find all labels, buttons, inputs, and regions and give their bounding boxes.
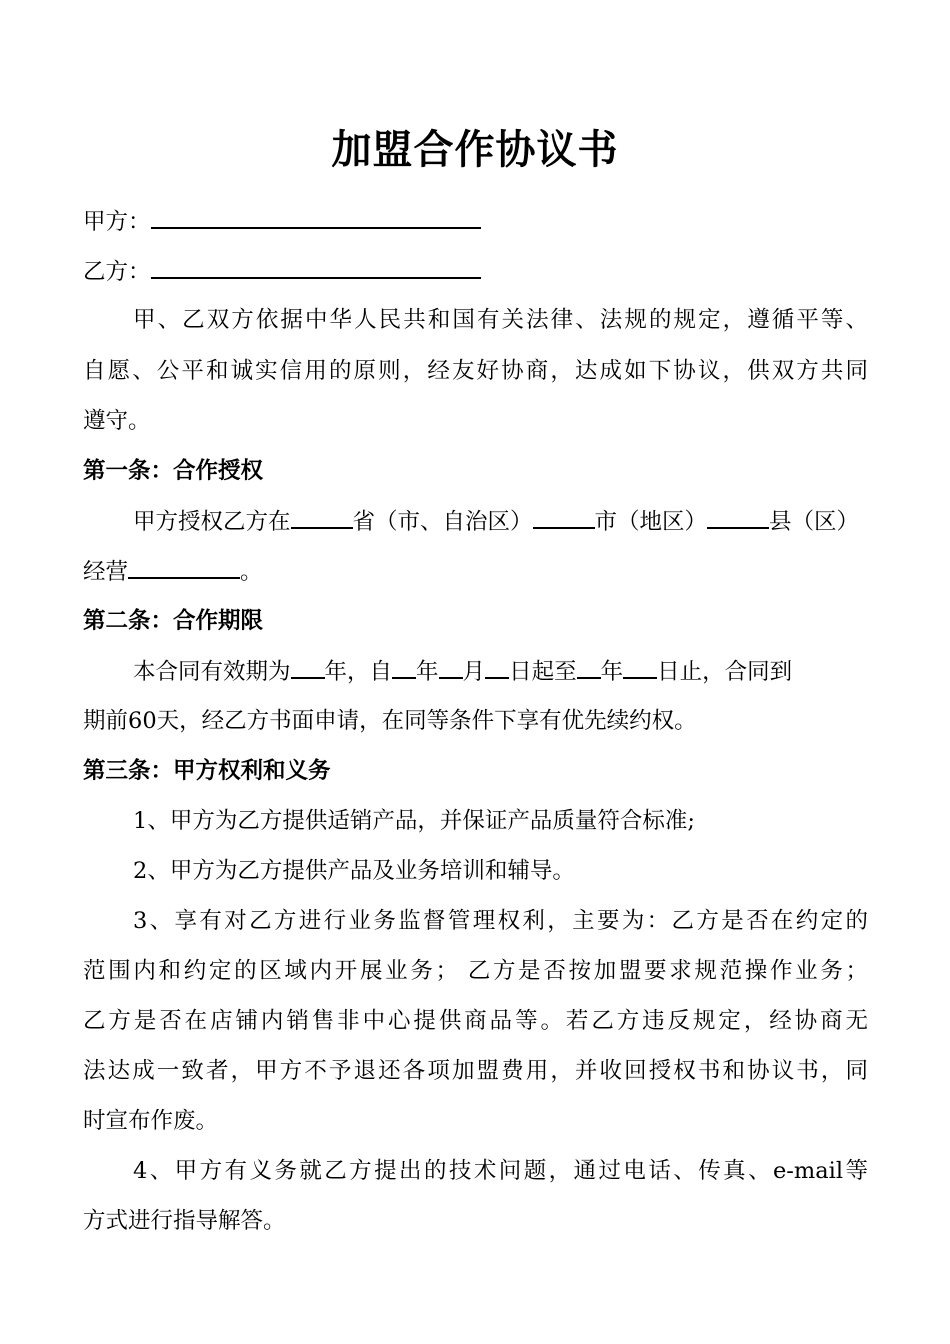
article-1-text: 省（市、自治区）	[352, 509, 533, 535]
article-1-heading: 第一条：合作授权	[83, 458, 264, 484]
article-3-item: 4、甲方有义务就乙方提出的技术问题，通过电话、传真、e-mail等	[133, 1158, 868, 1184]
article-2-heading: 第二条：合作期限	[83, 608, 264, 634]
article-3-item: 范围内和约定的区域内开展业务； 乙方是否按加盟要求规范操作业务；	[83, 958, 868, 984]
province-blank[interactable]	[291, 505, 353, 529]
article-3-item: 1、甲方为乙方提供适销产品，并保证产品质量符合标准;	[133, 808, 695, 834]
party-b-blank[interactable]	[151, 255, 481, 279]
article-1-text: 经营	[83, 559, 129, 585]
article-2-text: 月	[462, 659, 486, 685]
intro-line: 遵守。	[83, 408, 151, 434]
article-3-item: 法达成一致者，甲方不予退还各项加盟费用，并收回授权书和协议书，同	[83, 1058, 868, 1084]
article-2-text: 日起至	[509, 659, 577, 685]
article-3-item: 2、甲方为乙方提供产品及业务培训和辅导。	[133, 858, 575, 884]
term-years-blank[interactable]	[291, 655, 325, 679]
article-1-line	[83, 555, 868, 588]
party-a-blank[interactable]	[151, 205, 481, 229]
article-2-text: 本合同有效期为	[133, 659, 291, 685]
article-1-text: 县（区）	[769, 509, 860, 535]
article-2-text: 日止，合同到	[657, 659, 793, 685]
article-3-item: 3、享有对乙方进行业务监督管理权利，主要为：乙方是否在约定的	[133, 908, 868, 934]
article-2-text: 年	[416, 659, 439, 685]
party-a-row	[83, 205, 868, 238]
article-2-line	[133, 655, 868, 688]
start-day-blank[interactable]	[485, 655, 509, 679]
end-year-blank[interactable]	[577, 655, 601, 679]
intro-line: 自愿、公平和诚实信用的原则，经友好协商，达成如下协议，供双方共同	[83, 358, 868, 384]
article-3-item: 方式进行指导解答。	[83, 1208, 286, 1234]
article-3-item: 乙方是否在店铺内销售非中心提供商品等。若乙方违反规定，经协商无	[83, 1008, 868, 1034]
article-1-text: 。	[240, 559, 263, 585]
end-day-blank[interactable]	[623, 655, 657, 679]
article-1-text: 市（地区）	[594, 509, 708, 535]
article-2-text: 年	[600, 659, 624, 685]
article-3-item: 时宣布作废。	[83, 1108, 219, 1134]
article-2-text: 年，自	[324, 659, 393, 685]
article-1-line	[133, 505, 868, 538]
start-month-blank[interactable]	[439, 655, 463, 679]
intro-line: 甲、乙双方依据中华人民共和国有关法律、法规的规定，遵循平等、	[133, 307, 868, 333]
start-year-blank[interactable]	[392, 655, 416, 679]
article-1-text: 甲方授权乙方在	[133, 509, 291, 535]
article-3-heading: 第三条：甲方权利和义务	[83, 758, 331, 784]
business-scope-blank[interactable]	[128, 555, 240, 579]
party-b-row	[83, 255, 868, 288]
city-blank[interactable]	[533, 505, 595, 529]
party-a-label: 甲方：	[83, 209, 151, 235]
party-b-label: 乙方：	[83, 259, 151, 285]
document-title: 加盟合作协议书	[331, 126, 619, 173]
county-blank[interactable]	[707, 505, 769, 529]
article-2-line: 期前60天，经乙方书面申请，在同等条件下享有优先续约权。	[83, 708, 697, 734]
